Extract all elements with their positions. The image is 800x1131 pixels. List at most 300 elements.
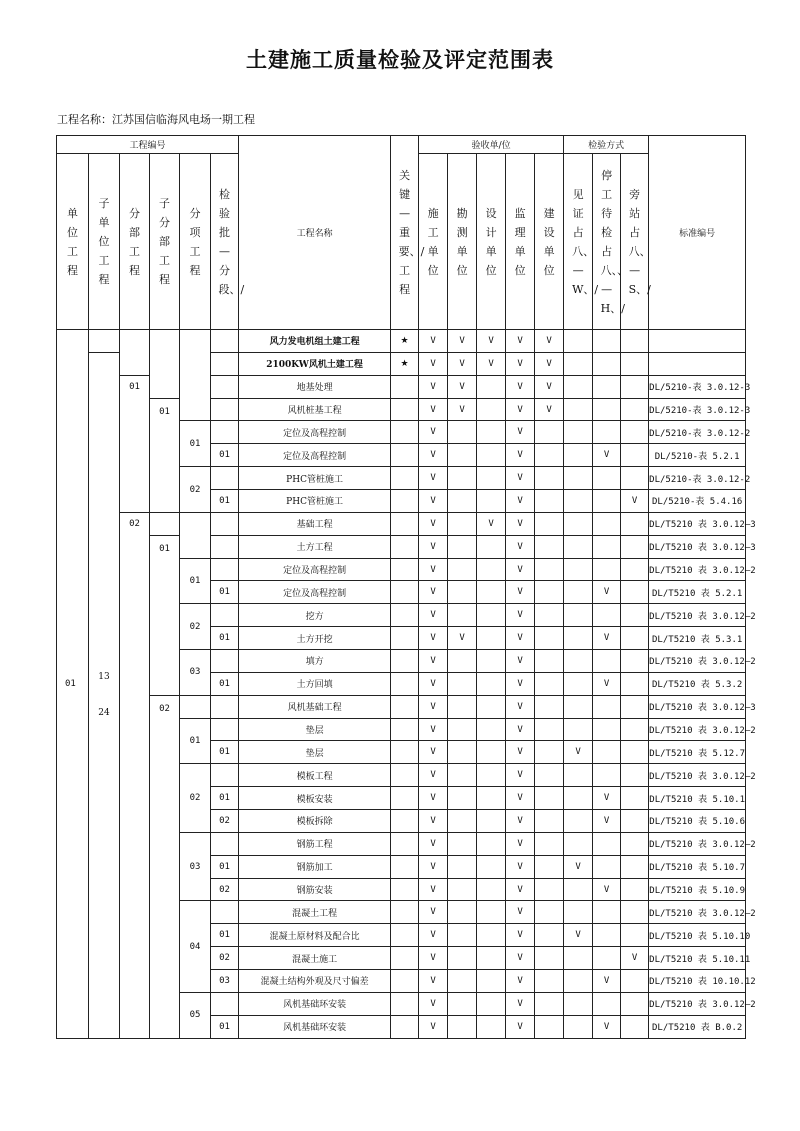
- cell-project-name: 风机桩基工程: [239, 398, 391, 421]
- cell-si-code: 01: [180, 421, 211, 467]
- cell-batch-code: [211, 901, 239, 924]
- cell-standard-code: DL/5210-表 3.0.12-3: [649, 398, 746, 421]
- cell-project-name: 垫层: [239, 741, 391, 764]
- cell-survey-mark: [448, 558, 477, 581]
- cell-supervision-mark: V: [506, 627, 535, 650]
- cell-batch-code: 03: [211, 970, 239, 993]
- cell-survey-mark: V: [448, 330, 477, 353]
- cell-supervision-mark: V: [506, 672, 535, 695]
- table-row: [57, 535, 746, 558]
- cell-hold-mark: V: [593, 810, 621, 833]
- cell-design-mark: V: [477, 352, 506, 375]
- cell-project-name: 定位及高程控制: [239, 581, 391, 604]
- cell-design-mark: [477, 901, 506, 924]
- cell-side-mark: [621, 512, 649, 535]
- cell-side-mark: [621, 787, 649, 810]
- cell-standard-code: DL/5210-表 3.0.12-2: [649, 421, 746, 444]
- cell-construction-mark: V: [419, 444, 448, 467]
- cell-key-mark: [391, 398, 419, 421]
- cell-witness-mark: V: [564, 924, 593, 947]
- cell-key-mark: [391, 924, 419, 947]
- cell-batch-code: [211, 992, 239, 1015]
- cell-owner-mark: [535, 810, 564, 833]
- cell-project-name: 混凝土结构外观及尺寸偏差: [239, 970, 391, 993]
- cell-witness-mark: [564, 512, 593, 535]
- cell-hold-mark: [593, 947, 621, 970]
- project-name: 工程名称：江苏国信临海风电场一期工程: [57, 113, 255, 126]
- cell-design-mark: [477, 741, 506, 764]
- cell-hold-mark: [593, 535, 621, 558]
- cell-witness-mark: V: [564, 855, 593, 878]
- cell-survey-mark: V: [448, 352, 477, 375]
- cell-project-name: 填方: [239, 650, 391, 673]
- cell-key-mark: [391, 764, 419, 787]
- cell-supervision-mark: V: [506, 787, 535, 810]
- header-batch: 检验批—分段、/: [211, 154, 239, 330]
- cell-survey-mark: [448, 535, 477, 558]
- cell-construction-mark: V: [419, 581, 448, 604]
- cell-d-code: 01: [120, 375, 150, 512]
- cell-construction-mark: V: [419, 650, 448, 673]
- cell-project-name: 定位及高程控制: [239, 558, 391, 581]
- cell-design-mark: [477, 764, 506, 787]
- cell-witness-mark: [564, 581, 593, 604]
- cell-key-mark: [391, 650, 419, 673]
- cell-standard-code: DL/T5210 表 5.10.1: [649, 787, 746, 810]
- cell-survey-mark: [448, 672, 477, 695]
- cell-hold-mark: [593, 992, 621, 1015]
- cell-witness-mark: [564, 992, 593, 1015]
- cell-design-mark: [477, 444, 506, 467]
- cell-side-mark: [621, 718, 649, 741]
- cell-owner-mark: [535, 832, 564, 855]
- header-supervision: 监理单位: [506, 154, 535, 330]
- cell-side-mark: [621, 901, 649, 924]
- header-method-group: 检验方式: [564, 136, 649, 154]
- cell-hold-mark: V: [593, 970, 621, 993]
- cell-owner-mark: [535, 901, 564, 924]
- cell-design-mark: V: [477, 330, 506, 353]
- cell-project-name: 挖方: [239, 604, 391, 627]
- cell-design-mark: V: [477, 512, 506, 535]
- cell-construction-mark: V: [419, 764, 448, 787]
- cell-hold-mark: V: [593, 787, 621, 810]
- cell-witness-mark: [564, 947, 593, 970]
- cell-project-name: 地基处理: [239, 375, 391, 398]
- cell-si-code: [180, 695, 211, 718]
- cell-survey-mark: [448, 695, 477, 718]
- cell-key-mark: [391, 832, 419, 855]
- cell-owner-mark: [535, 992, 564, 1015]
- cell-owner-mark: [535, 718, 564, 741]
- cell-side-mark: [621, 558, 649, 581]
- cell-witness-mark: [564, 764, 593, 787]
- cell-standard-code: DL/T5210 表 3.0.12—2: [649, 901, 746, 924]
- cell-survey-mark: [448, 970, 477, 993]
- cell-design-mark: [477, 627, 506, 650]
- cell-key-mark: [391, 810, 419, 833]
- cell-si-code: 04: [180, 901, 211, 992]
- cell-supervision-mark: V: [506, 878, 535, 901]
- cell-owner-mark: [535, 467, 564, 490]
- cell-side-mark: [621, 672, 649, 695]
- cell-si-code: [180, 330, 211, 421]
- cell-side-mark: [621, 764, 649, 787]
- cell-survey-mark: [448, 604, 477, 627]
- cell-supervision-mark: V: [506, 512, 535, 535]
- cell-hold-mark: [593, 718, 621, 741]
- cell-project-name: 2100KW风机土建工程: [239, 352, 391, 375]
- cell-survey-mark: V: [448, 375, 477, 398]
- cell-hold-mark: [593, 352, 621, 375]
- cell-hold-mark: [593, 741, 621, 764]
- cell-survey-mark: [448, 832, 477, 855]
- cell-standard-code: DL/T5210 表 B.0.2: [649, 1015, 746, 1038]
- cell-design-mark: [477, 992, 506, 1015]
- cell-batch-code: [211, 398, 239, 421]
- cell-side-mark: [621, 375, 649, 398]
- cell-sd-code: 01: [150, 398, 180, 512]
- cell-owner-mark: [535, 604, 564, 627]
- cell-key-mark: ★: [391, 330, 419, 353]
- cell-standard-code: DL/T5210 表 3.0.12—2: [649, 650, 746, 673]
- cell-batch-code: 01: [211, 444, 239, 467]
- cell-project-name: 土方回填: [239, 672, 391, 695]
- cell-owner-mark: [535, 627, 564, 650]
- cell-standard-code: [649, 352, 746, 375]
- cell-standard-code: DL/T5210 表 3.0.12—2: [649, 558, 746, 581]
- cell-side-mark: [621, 604, 649, 627]
- cell-supervision-mark: V: [506, 398, 535, 421]
- header-side: 旁站占八、—S、/: [621, 154, 649, 330]
- cell-key-mark: [391, 718, 419, 741]
- cell-supervision-mark: V: [506, 558, 535, 581]
- cell-owner-mark: [535, 695, 564, 718]
- cell-supervision-mark: V: [506, 535, 535, 558]
- cell-supervision-mark: V: [506, 444, 535, 467]
- cell-key-mark: [391, 901, 419, 924]
- cell-batch-code: [211, 558, 239, 581]
- cell-owner-mark: [535, 535, 564, 558]
- cell-hold-mark: [593, 695, 621, 718]
- cell-construction-mark: V: [419, 512, 448, 535]
- cell-side-mark: [621, 421, 649, 444]
- cell-supervision-mark: V: [506, 375, 535, 398]
- cell-key-mark: [391, 672, 419, 695]
- cell-batch-code: 01: [211, 627, 239, 650]
- cell-project-name: 混凝土工程: [239, 901, 391, 924]
- cell-key-mark: [391, 970, 419, 993]
- cell-key-mark: [391, 581, 419, 604]
- cell-construction-mark: V: [419, 718, 448, 741]
- cell-batch-code: 02: [211, 947, 239, 970]
- cell-construction-mark: V: [419, 352, 448, 375]
- cell-owner-mark: [535, 421, 564, 444]
- cell-survey-mark: [448, 650, 477, 673]
- cell-design-mark: [477, 375, 506, 398]
- cell-survey-mark: [448, 718, 477, 741]
- cell-design-mark: [477, 695, 506, 718]
- cell-supervision-mark: V: [506, 604, 535, 627]
- cell-hold-mark: [593, 375, 621, 398]
- cell-supervision-mark: V: [506, 581, 535, 604]
- cell-supervision-mark: V: [506, 970, 535, 993]
- cell-owner-mark: [535, 855, 564, 878]
- cell-hold-mark: [593, 330, 621, 353]
- cell-survey-mark: V: [448, 627, 477, 650]
- cell-key-mark: [391, 787, 419, 810]
- cell-owner-mark: [535, 581, 564, 604]
- header-sub-item: 分项工程: [180, 154, 211, 330]
- cell-owner-mark: [535, 444, 564, 467]
- cell-batch-code: [211, 535, 239, 558]
- cell-key-mark: [391, 535, 419, 558]
- cell-side-mark: [621, 444, 649, 467]
- header-construction: 施工单位: [419, 154, 448, 330]
- cell-standard-code: DL/T5210 表 5.10.11: [649, 947, 746, 970]
- cell-hold-mark: [593, 558, 621, 581]
- cell-construction-mark: V: [419, 741, 448, 764]
- cell-supervision-mark: V: [506, 695, 535, 718]
- cell-project-name: 土方开挖: [239, 627, 391, 650]
- cell-witness-mark: [564, 787, 593, 810]
- cell-witness-mark: [564, 398, 593, 421]
- cell-standard-code: DL/T5210 表 5.10.6: [649, 810, 746, 833]
- cell-supervision-mark: V: [506, 764, 535, 787]
- cell-owner-mark: V: [535, 398, 564, 421]
- table-row: [57, 512, 746, 535]
- cell-witness-mark: V: [564, 741, 593, 764]
- cell-project-name: PHC管桩施工: [239, 467, 391, 490]
- cell-project-name: 风机基础工程: [239, 695, 391, 718]
- cell-supervision-mark: V: [506, 718, 535, 741]
- cell-construction-mark: V: [419, 947, 448, 970]
- cell-supervision-mark: V: [506, 832, 535, 855]
- header-key: 关键—重要、/工程: [391, 136, 419, 330]
- header-sub-unit-project: 子单位工程: [89, 154, 120, 330]
- cell-project-name: 模板工程: [239, 764, 391, 787]
- cell-batch-code: [211, 764, 239, 787]
- cell-owner-mark: [535, 512, 564, 535]
- cell-project-name: 垫层: [239, 718, 391, 741]
- cell-side-mark: [621, 741, 649, 764]
- cell-construction-mark: V: [419, 672, 448, 695]
- cell-design-mark: [477, 878, 506, 901]
- cell-witness-mark: [564, 810, 593, 833]
- cell-construction-mark: V: [419, 855, 448, 878]
- cell-standard-code: [649, 330, 746, 353]
- cell-owner-mark: [535, 878, 564, 901]
- cell-batch-code: [211, 650, 239, 673]
- cell-design-mark: [477, 490, 506, 513]
- cell-design-mark: [477, 467, 506, 490]
- cell-survey-mark: [448, 787, 477, 810]
- cell-witness-mark: [564, 832, 593, 855]
- cell-batch-code: [211, 375, 239, 398]
- cell-hold-mark: [593, 467, 621, 490]
- header-design: 设计单位: [477, 154, 506, 330]
- cell-batch-code: 01: [211, 1015, 239, 1038]
- cell-project-name: 模板安装: [239, 787, 391, 810]
- cell-key-mark: [391, 741, 419, 764]
- cell-project-name: PHC管桩施工: [239, 490, 391, 513]
- cell-key-mark: [391, 1015, 419, 1038]
- cell-survey-mark: [448, 901, 477, 924]
- cell-si-code: [180, 512, 211, 558]
- cell-witness-mark: [564, 695, 593, 718]
- cell-survey-mark: [448, 741, 477, 764]
- cell-standard-code: DL/T5210 表 5.2.1: [649, 581, 746, 604]
- header-project-name: 工程名称: [239, 136, 391, 330]
- cell-side-mark: [621, 992, 649, 1015]
- cell-supervision-mark: V: [506, 947, 535, 970]
- cell-owner-mark: [535, 787, 564, 810]
- cell-sd-code: [150, 330, 180, 399]
- cell-witness-mark: [564, 627, 593, 650]
- cell-standard-code: DL/T5210 表 5.10.7: [649, 855, 746, 878]
- cell-standard-code: DL/T5210 表 3.0.12—2: [649, 764, 746, 787]
- cell-key-mark: [391, 444, 419, 467]
- cell-key-mark: [391, 375, 419, 398]
- cell-standard-code: DL/T5210 表 5.10.9: [649, 878, 746, 901]
- cell-batch-code: [211, 695, 239, 718]
- cell-batch-code: 01: [211, 672, 239, 695]
- cell-witness-mark: [564, 375, 593, 398]
- cell-side-mark: [621, 810, 649, 833]
- cell-side-mark: [621, 1015, 649, 1038]
- table-row: [57, 695, 746, 718]
- cell-survey-mark: [448, 581, 477, 604]
- cell-sd-code: 01: [150, 535, 180, 695]
- cell-project-name: 定位及高程控制: [239, 421, 391, 444]
- cell-survey-mark: [448, 467, 477, 490]
- cell-survey-mark: [448, 992, 477, 1015]
- cell-side-mark: V: [621, 947, 649, 970]
- cell-standard-code: DL/T5210 表 3.0.12—2: [649, 992, 746, 1015]
- cell-sub-unit-code: 13 24: [89, 352, 120, 1038]
- cell-side-mark: [621, 650, 649, 673]
- cell-hold-mark: V: [593, 672, 621, 695]
- cell-hold-mark: [593, 604, 621, 627]
- cell-construction-mark: V: [419, 901, 448, 924]
- cell-side-mark: [621, 352, 649, 375]
- cell-standard-code: DL/T5210 表 3.0.12—3: [649, 695, 746, 718]
- cell-hold-mark: [593, 924, 621, 947]
- cell-batch-code: 01: [211, 855, 239, 878]
- table-row: [57, 398, 746, 421]
- cell-owner-mark: V: [535, 352, 564, 375]
- cell-side-mark: [621, 695, 649, 718]
- cell-side-mark: [621, 832, 649, 855]
- cell-batch-code: 01: [211, 490, 239, 513]
- cell-si-code: 05: [180, 992, 211, 1038]
- cell-supervision-mark: V: [506, 330, 535, 353]
- cell-side-mark: [621, 878, 649, 901]
- cell-construction-mark: V: [419, 992, 448, 1015]
- cell-design-mark: [477, 947, 506, 970]
- cell-supervision-mark: V: [506, 650, 535, 673]
- cell-supervision-mark: V: [506, 855, 535, 878]
- cell-standard-code: DL/5210-表 5.4.16: [649, 490, 746, 513]
- cell-construction-mark: V: [419, 535, 448, 558]
- cell-project-name: 钢筋安装: [239, 878, 391, 901]
- cell-supervision-mark: V: [506, 1015, 535, 1038]
- cell-hold-mark: [593, 832, 621, 855]
- cell-owner-mark: [535, 490, 564, 513]
- cell-owner-mark: [535, 672, 564, 695]
- cell-survey-mark: [448, 855, 477, 878]
- cell-hold-mark: V: [593, 878, 621, 901]
- cell-key-mark: [391, 558, 419, 581]
- cell-design-mark: [477, 558, 506, 581]
- cell-key-mark: [391, 855, 419, 878]
- header-standard: 标准编号: [649, 136, 746, 330]
- cell-si-code: 01: [180, 558, 211, 604]
- cell-construction-mark: V: [419, 878, 448, 901]
- cell-si-code: 03: [180, 832, 211, 901]
- cell-d-code: [120, 330, 150, 376]
- cell-design-mark: [477, 650, 506, 673]
- cell-construction-mark: V: [419, 627, 448, 650]
- cell-key-mark: [391, 695, 419, 718]
- cell-hold-mark: [593, 512, 621, 535]
- cell-witness-mark: [564, 330, 593, 353]
- cell-survey-mark: [448, 810, 477, 833]
- cell-standard-code: DL/T5210 表 3.0.12—2: [649, 604, 746, 627]
- cell-supervision-mark: V: [506, 992, 535, 1015]
- cell-survey-mark: [448, 1015, 477, 1038]
- cell-construction-mark: V: [419, 810, 448, 833]
- cell-survey-mark: [448, 421, 477, 444]
- cell-side-mark: [621, 467, 649, 490]
- cell-hold-mark: [593, 421, 621, 444]
- cell-project-name: 土方工程: [239, 535, 391, 558]
- header-owner: 建设单位: [535, 154, 564, 330]
- cell-hold-mark: [593, 901, 621, 924]
- cell-construction-mark: V: [419, 375, 448, 398]
- cell-hold-mark: V: [593, 1015, 621, 1038]
- cell-key-mark: [391, 512, 419, 535]
- cell-owner-mark: [535, 924, 564, 947]
- cell-witness-mark: [564, 490, 593, 513]
- cell-witness-mark: [564, 421, 593, 444]
- header-code-group: 工程编号: [57, 136, 239, 154]
- cell-survey-mark: [448, 878, 477, 901]
- header-sub-division: 子分部工程: [150, 154, 180, 330]
- cell-witness-mark: [564, 444, 593, 467]
- header-witness: 见证占八、—W、/: [564, 154, 593, 330]
- cell-batch-code: 02: [211, 878, 239, 901]
- cell-survey-mark: [448, 947, 477, 970]
- page-title: 土建施工质量检验及评定范围表: [246, 47, 554, 72]
- cell-project-name: 钢筋加工: [239, 855, 391, 878]
- cell-standard-code: DL/T5210 表 3.0.12—2: [649, 832, 746, 855]
- cell-design-mark: [477, 1015, 506, 1038]
- cell-owner-mark: V: [535, 330, 564, 353]
- cell-project-name: 风力发电机组土建工程: [239, 330, 391, 353]
- cell-side-mark: [621, 535, 649, 558]
- cell-si-code: 01: [180, 718, 211, 764]
- cell-batch-code: [211, 421, 239, 444]
- cell-project-name: 定位及高程控制: [239, 444, 391, 467]
- cell-side-mark: V: [621, 490, 649, 513]
- cell-owner-mark: [535, 650, 564, 673]
- cell-hold-mark: [593, 855, 621, 878]
- cell-witness-mark: [564, 878, 593, 901]
- cell-side-mark: [621, 970, 649, 993]
- cell-batch-code: [211, 352, 239, 375]
- cell-construction-mark: V: [419, 558, 448, 581]
